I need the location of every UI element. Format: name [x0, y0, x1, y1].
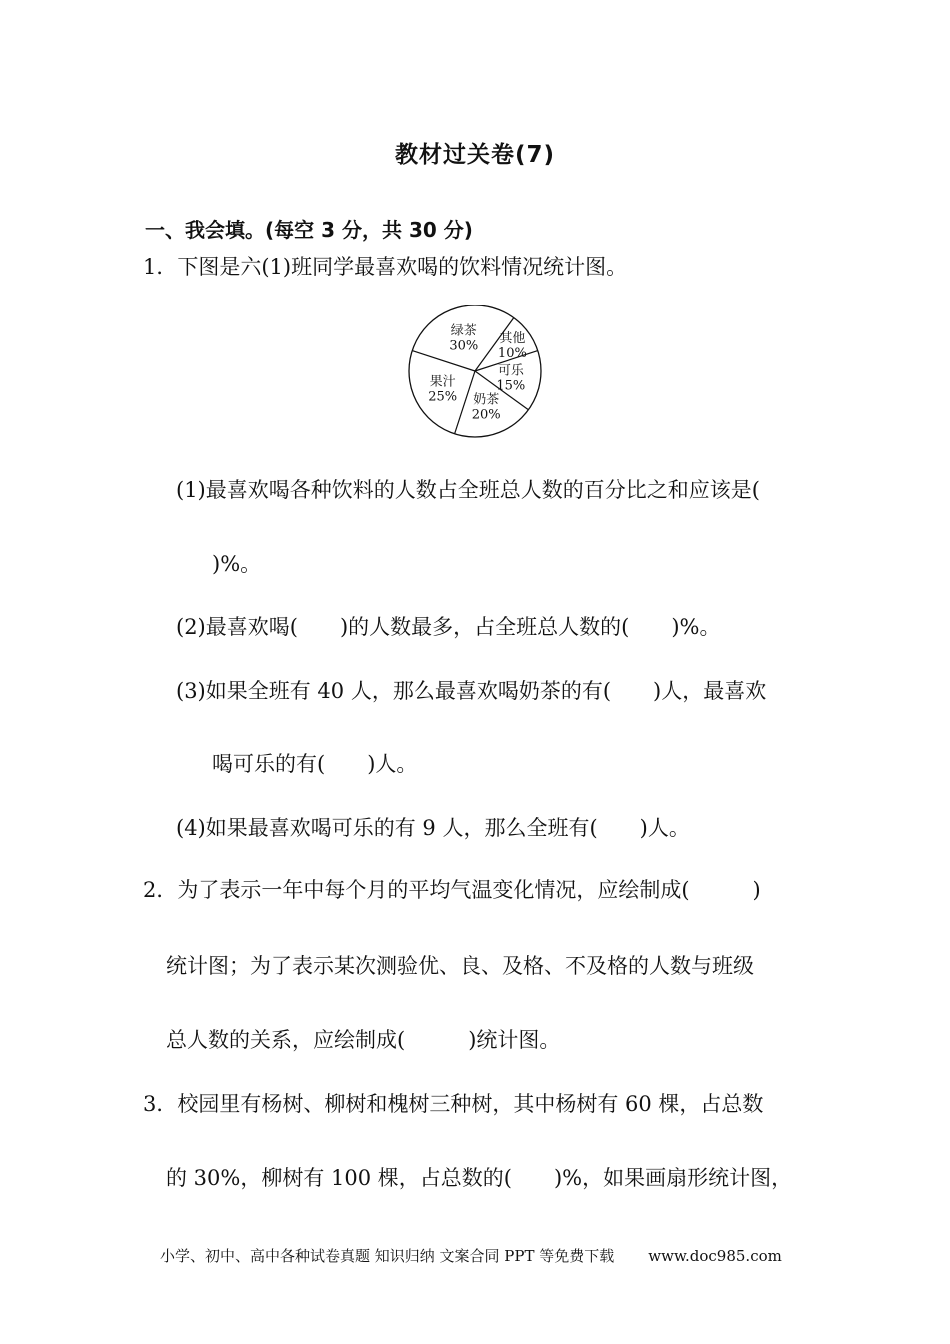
page-title: 教材过关卷(7)	[394, 142, 556, 168]
question-1-sub3-line2: 喝可乐的有( )人。	[212, 752, 418, 776]
question-1-sub1-line1: (1)最喜欢喝各种饮料的人数占全班总人数的百分比之和应该是(	[176, 478, 760, 502]
question-2-line1: 2．为了表示一年中每个月的平均气温变化情况，应绘制成( )	[143, 878, 761, 902]
question-2-line3: 总人数的关系，应绘制成( )统计图。	[166, 1028, 561, 1052]
pie-slice-label: 奶茶	[473, 392, 500, 408]
pie-slice-value: 10%	[497, 345, 527, 361]
question-3-line2: 的 30%，柳树有 100 棵，占总数的( )%，如果画扇形统计图，	[166, 1166, 793, 1190]
section-heading: 一、我会填。(每空 3 分，共 30 分)	[145, 218, 473, 242]
question-2-line2: 统计图；为了表示某次测验优、良、及格、不及格的人数与班级	[166, 954, 754, 978]
page-footer	[160, 1245, 782, 1266]
pie-chart	[402, 305, 552, 439]
question-1-sub2: (2)最喜欢喝( )的人数最多，占全班总人数的( )%。	[176, 615, 721, 639]
pie-slice-value: 25%	[428, 389, 458, 405]
question-1-stem: 1．下图是六(1)班同学最喜欢喝的饮料情况统计图。	[143, 255, 628, 279]
pie-slice-label: 其他	[499, 330, 526, 346]
question-1-sub1-line2: )%。	[212, 552, 262, 576]
pie-slice-label: 绿茶	[450, 323, 477, 339]
pie-slice-value: 20%	[471, 407, 501, 423]
question-3-line1: 3．校园里有杨树、柳树和槐树三种树，其中杨树有 60 棵，占总数	[143, 1092, 764, 1116]
pie-slice-value: 30%	[449, 338, 479, 354]
question-1-sub4: (4)如果最喜欢喝可乐的有 9 人，那么全班有( )人。	[176, 816, 690, 840]
footer-url[interactable]: www.doc985.com	[648, 1247, 782, 1265]
pie-slice-label: 果汁	[429, 374, 456, 390]
pie-slice-value: 15%	[496, 378, 526, 394]
footer-text: 小学、初中、高中各种试卷真题 知识归纳 文案合同 PPT 等免费下载	[160, 1247, 615, 1265]
question-1-sub3-line1: (3)如果全班有 40 人，那么最喜欢喝奶茶的有( )人，最喜欢	[176, 679, 767, 703]
pie-slice-label: 可乐	[497, 363, 524, 379]
